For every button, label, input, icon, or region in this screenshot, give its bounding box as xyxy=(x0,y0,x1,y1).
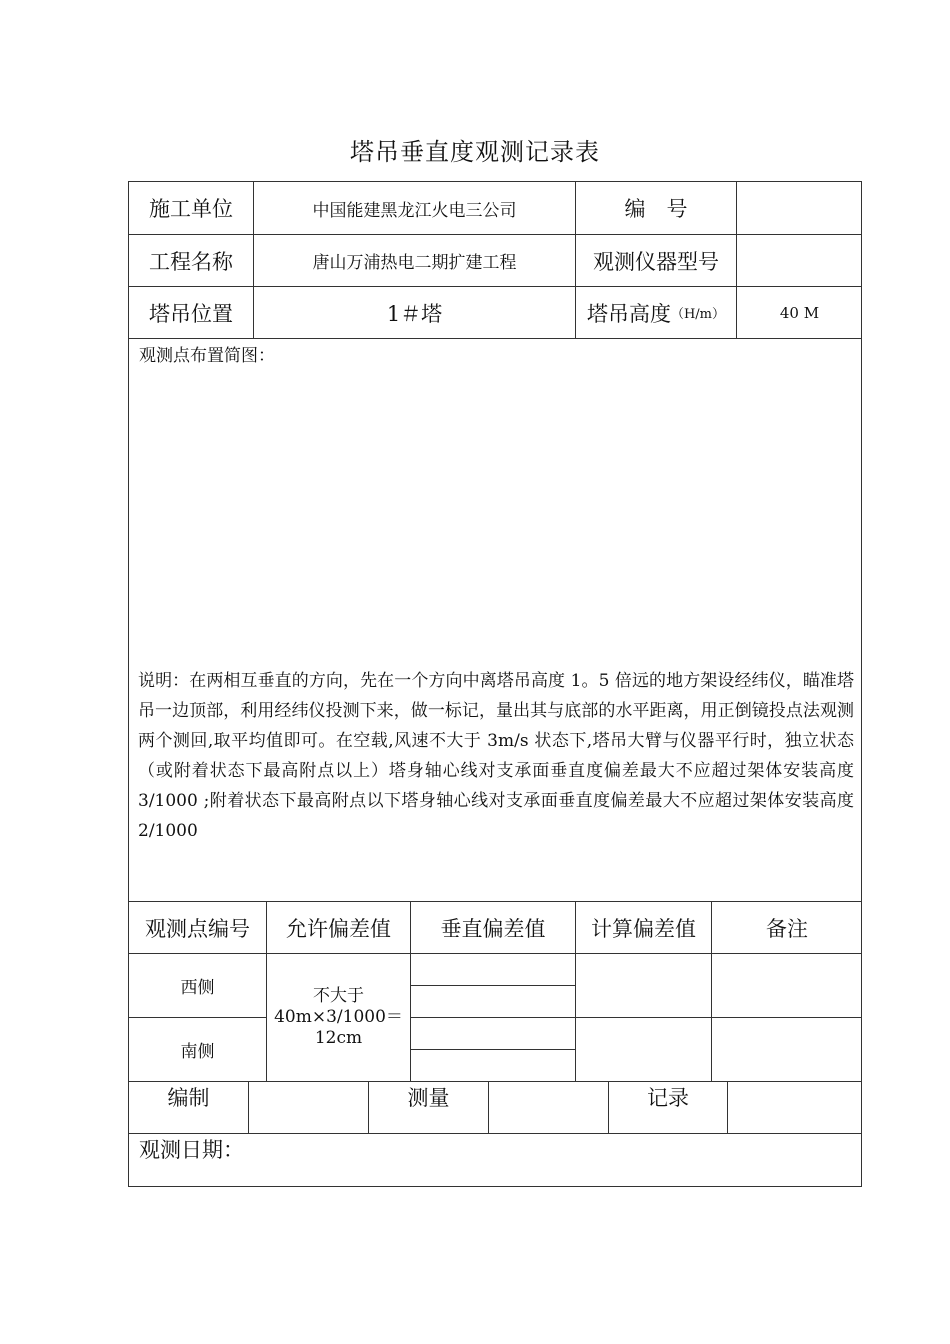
calc-west[interactable] xyxy=(576,954,712,1018)
col-allowed: 允许偏差值 xyxy=(267,902,411,954)
col-point-no: 观测点编号 xyxy=(129,902,267,954)
remark-south[interactable] xyxy=(712,1018,862,1082)
record-value[interactable] xyxy=(728,1082,862,1134)
col-remark: 备注 xyxy=(712,902,862,954)
date-label: 观测日期： xyxy=(139,1138,244,1162)
col-vertical: 垂直偏差值 xyxy=(411,902,576,954)
calc-south[interactable] xyxy=(576,1018,712,1082)
measure-value[interactable] xyxy=(489,1082,609,1134)
unit-label: 施工单位 xyxy=(129,182,254,235)
allowed-line-1: 不大于 xyxy=(313,986,364,1006)
code-label: 编 号 xyxy=(576,182,737,235)
instrument-label: 观测仪器型号 xyxy=(576,235,737,287)
height-label-cell xyxy=(576,287,737,339)
note-text: 说明：在两相互垂直的方向，先在一个方向中离塔吊高度 1。5 倍远的地方架设经纬仪，瞄准塔吊一边顶部，利用经纬仪投测下来，做一标记，量出其与底部的水平距离，用正倒镜投点法观测两个测回,取平均值即可。在空载,风速不大于 3m/s 状态下,塔吊大臂与仪器平行时，独立状态（或附着状态下最高附点以上）塔身轴心线对支承面垂直度偏差最大不应超过架体安装高度 3/1000 ;附着状态下最高附点以下塔身轴心线对支承面垂直度偏差最大不应超过架体安装高度 2/1000 xyxy=(138,671,854,841)
unit-value: 中国能建黑龙江火电三公司 xyxy=(254,182,576,235)
position-label: 塔吊位置 xyxy=(129,287,254,339)
row-south: 南侧 xyxy=(129,1018,267,1082)
page-title: 塔吊垂直度观测记录表 xyxy=(350,138,600,166)
prepare-value[interactable] xyxy=(249,1082,369,1134)
measure-label: 测量 xyxy=(369,1082,489,1134)
prepare-label: 编制 xyxy=(129,1082,249,1134)
allowed-value xyxy=(267,954,411,1082)
vertical-south-1[interactable] xyxy=(411,1018,576,1050)
remark-west[interactable] xyxy=(712,954,862,1018)
record-label: 记录 xyxy=(609,1082,728,1134)
vertical-west-2[interactable] xyxy=(411,986,576,1018)
code-value[interactable] xyxy=(737,182,862,235)
allowed-line-3: 12cm xyxy=(314,1028,363,1048)
vertical-west-1[interactable] xyxy=(411,954,576,986)
project-label: 工程名称 xyxy=(129,235,254,287)
height-value: 40 M xyxy=(737,287,862,339)
vertical-south-2[interactable] xyxy=(411,1050,576,1082)
col-calc: 计算偏差值 xyxy=(576,902,712,954)
sketch-label: 观测点布置简图： xyxy=(129,339,862,902)
height-label: 塔吊高度 xyxy=(586,301,671,326)
row-west: 西侧 xyxy=(129,954,267,1018)
allowed-line-2: 40m×3/1000＝ xyxy=(274,1007,403,1027)
project-value: 唐山万浦热电二期扩建工程 xyxy=(254,235,576,287)
position-value: 1＃塔 xyxy=(254,287,576,339)
instrument-value[interactable] xyxy=(737,235,862,287)
height-unit: （H/m） xyxy=(670,307,726,322)
